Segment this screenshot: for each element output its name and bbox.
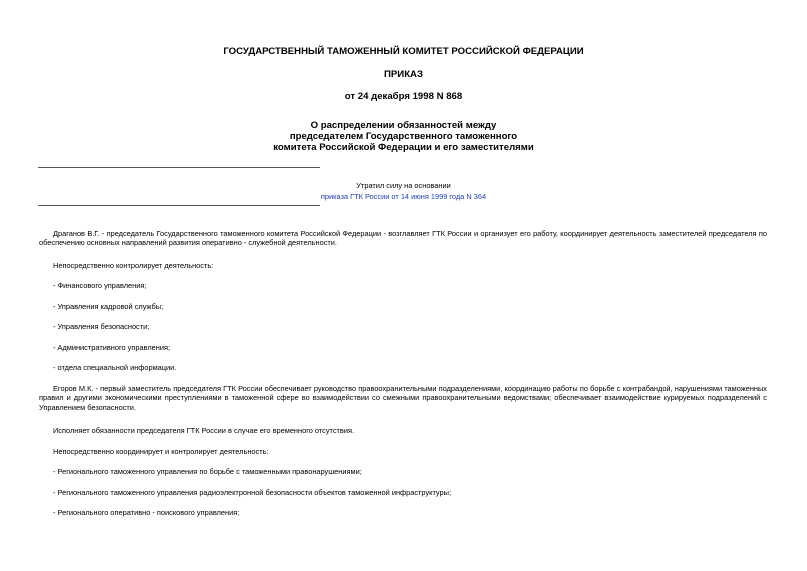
title-line-1: О распределении обязанностей между (310, 120, 497, 131)
date-number-heading: от 24 декабря 1998 N 868 (344, 91, 463, 102)
list-item: - Регионального таможенного управления по борьбе с таможенными правонарушениями; (53, 467, 362, 476)
title-line-2: председателем Государственного таможенного (289, 131, 518, 142)
list-item: - отдела специальной информации. (53, 363, 177, 372)
list-item: - Административного управления; (53, 343, 171, 352)
paragraph-chairman: Драганов В.Г. - председатель Государственного таможенного комитета Российской Федерации - возглавляет ГТК России и организует его работу, координирует деятельность заместителей председателя по обеспечению основных направлений развития оперативно - служебной деятельности. (39, 229, 767, 248)
status-note-link-row (0, 192, 807, 201)
list-item: - Регионального таможенного управления радиоэлектронной безопасности объектов таможенной инфраструктуры; (53, 488, 452, 497)
list-item: - Управления безопасности; (53, 322, 150, 331)
paragraph-acting: Исполняет обязанности председателя ГТК России в случае его временного отсутствия. (53, 426, 355, 435)
paragraph-controls: Непосредственно контролирует деятельность: (53, 261, 214, 270)
list-item: - Финансового управления; (53, 281, 147, 290)
status-note-text: Утратил силу на основании (356, 181, 451, 190)
repeal-order-link[interactable]: приказа ГТК России от 14 июня 1999 года N 364 (320, 192, 487, 201)
divider-bottom (38, 205, 320, 206)
list-item: - Регионального оперативно - поискового управления; (53, 508, 240, 517)
org-heading: ГОСУДАРСТВЕННЫЙ ТАМОЖЕННЫЙ КОМИТЕТ РОССИЙСКОЙ ФЕДЕРАЦИИ (223, 46, 584, 57)
title-line-3: комитета Российской Федерации и его заместителями (273, 142, 534, 153)
divider-top (38, 167, 320, 168)
paragraph-coordinates: Непосредственно координирует и контролирует деятельность: (53, 447, 269, 456)
paragraph-first-deputy: Егоров М.К. - первый заместитель председателя ГТК России обеспечивает руководство правоохранительными подразделениями, координацию работы по борьбе с контрабандой, нарушениями таможенных правил и другими экономическими преступлениями в таможенной сфере во взаимодействии со смежными правоохранительными ведомствами; обеспечивает взаимодействие курируемых подразделений с Управлением безопасности. (39, 384, 767, 412)
list-item: - Управления кадровой службы; (53, 302, 164, 311)
doc-type-heading: ПРИКАЗ (384, 69, 423, 80)
